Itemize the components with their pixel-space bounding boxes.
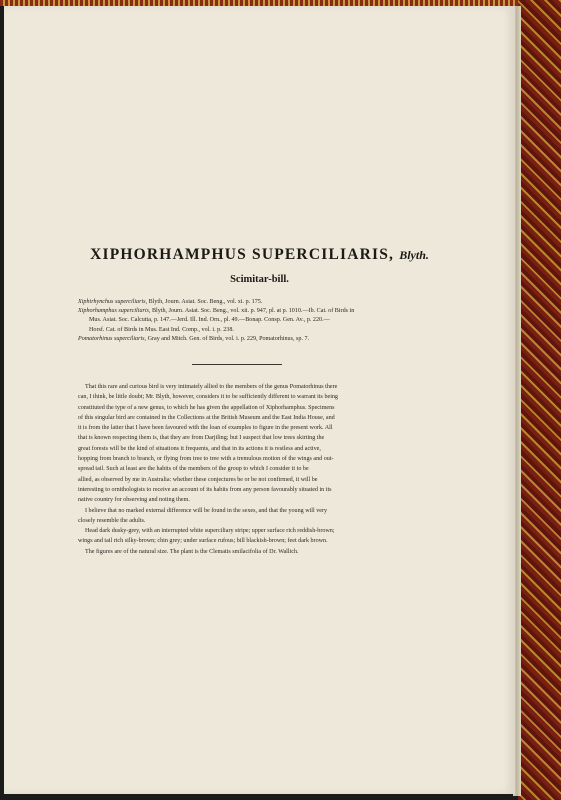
text-line: wings and tail rich silky-brown; chin grey; under surface rufous; bill blackish-brown; feet dark brown. — [78, 538, 328, 545]
body-text — [78, 382, 408, 557]
synonymy-line — [78, 316, 408, 325]
synonymy-line — [78, 298, 408, 307]
text-line: I believe that no marked external difference will be found in the sexes, and that the young will very — [85, 507, 328, 514]
synonym-name: Xiphorhamphus superciliaris, — [78, 308, 151, 315]
synonym-reference: Gray and Mitch. Gen. of Birds, vol. i. p. 229, Pomatorhinus, sp. 7. — [146, 335, 310, 342]
synonym-reference: Blyth, Journ. Asiat. Soc. Beng., vol. xi. p. 175. — [147, 299, 263, 305]
synonym-name: Xiphirhynchus superciliaris, — [78, 299, 148, 305]
text-line: of this singular bird are contained in the Collections at the British Museum and the East India House, and — [78, 414, 335, 421]
text-line: great forests will be the kind of situations it frequents, and that in its actions it is restless and active, — [78, 445, 321, 452]
text-line: The figures are of the natural size. The plant is the Clematis smilacifolia of Dr. Wallich. — [85, 548, 299, 555]
text-line: hopping from branch to branch, or flying from tree to tree with a tremulous motion of the wings and out- — [78, 456, 334, 463]
paragraph — [78, 382, 408, 506]
text-line: constituted the type of a new genus, to which he has given the appellation of Xiphorhamphus. Specimens — [78, 404, 335, 411]
synonym-reference: Horsf. Cat. of Birds in Mus. East Ind. Comp., vol. i. p. 238. — [89, 326, 234, 333]
synonymy-line — [78, 335, 408, 344]
text-line: that is known respecting them is, that they are from Darjiling; but I suspect that low trees skirting the — [78, 435, 325, 442]
text-line: spread tail. Such at least are the habits of the members of the group to which I consider it to be — [78, 466, 309, 473]
section-divider — [192, 364, 282, 365]
synonymy-line — [78, 326, 408, 335]
synonym-reference: Mus. Asiat. Soc. Calcutta, p. 147.—Jerd. Ill. Ind. Orn., pl. 49.—Bonap. Consp. Gen. Av., p. 220.— — [89, 317, 330, 324]
text-line: it is from the latter that I have been favoured with the loan of examples to figure in the present work. All — [78, 425, 333, 432]
text-line: closely resemble the adults. — [78, 517, 146, 524]
paragraph — [78, 506, 408, 527]
text-line: Head dark dusky-grey, with an interrupted white superciliary stripe; upper surface rich reddish-brown; — [85, 528, 335, 535]
paragraph — [78, 526, 408, 547]
synonymy-list — [78, 298, 408, 344]
synonym-name: Pomatorhinus superciliaris, — [78, 335, 147, 342]
species-name: XIPHORHAMPHUS SUPERCILIARIS, — [90, 246, 395, 263]
text-line: That this rare and curious bird is very intimately allied to the members of the genus Pomatorhinus there — [85, 384, 338, 390]
page-title — [4, 246, 515, 264]
species-author: Blyth. — [399, 248, 429, 262]
text-line: allied, as observed by me in Australia: whether these conjectures be or be not confirmed, it will be — [78, 476, 318, 483]
paragraph — [78, 547, 408, 557]
common-name: Scimitar-bill. — [230, 274, 289, 285]
book-page — [4, 6, 515, 794]
synonym-reference: Blyth, Journ. Asiat. Soc. Beng., vol. xii. p. 947, pl. at p. 1010.—Ib. Cat. of Birds in — [150, 308, 355, 315]
book-binding-edge — [518, 0, 561, 800]
text-line: native country for observing and noting them. — [78, 497, 190, 504]
synonymy-line — [78, 307, 408, 316]
text-line: interesting to ornithologists to receive an account of its habits from any person favourably situated in its — [78, 486, 332, 493]
text-line: can, I think, be little doubt; Mr. Blyth, however, considers it to be sufficiently different to warrant its being — [78, 394, 338, 401]
